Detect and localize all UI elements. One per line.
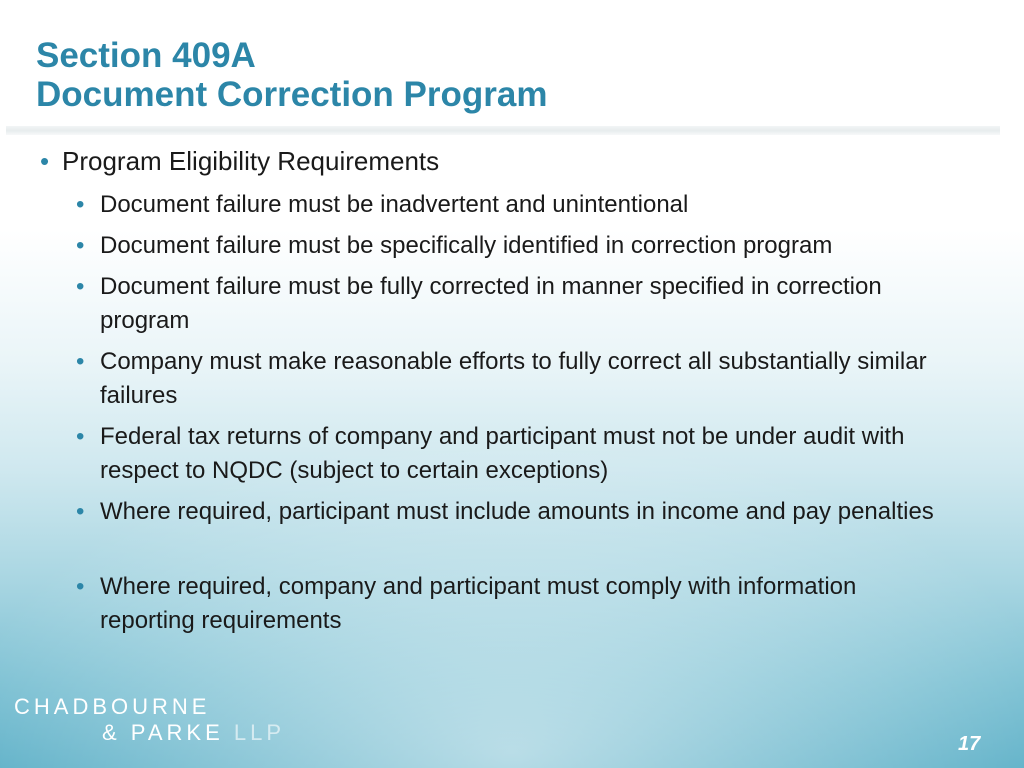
bullet-icon: • <box>76 232 85 259</box>
bullet-icon: • <box>76 498 85 525</box>
logo-line-2-text: & PARKE <box>102 720 224 745</box>
sub-bullet-text: Federal tax returns of company and participant must not be under audit with respect to NQDC (subject to certain exceptions) <box>100 423 905 484</box>
sub-bullet-text: Where required, participant must include amounts in income and pay penalties <box>100 498 934 525</box>
sub-bullet-4 <box>76 345 1000 413</box>
title-line-2: Document Correction Program <box>36 75 548 114</box>
bullet-icon: • <box>40 146 50 176</box>
sub-bullet-5 <box>76 420 940 488</box>
sub-bullet-text: Document failure must be specifically identified in correction program <box>100 232 833 259</box>
sub-bullet-text: Document failure must be inadvertent and unintentional <box>100 191 689 218</box>
company-logo <box>14 694 285 746</box>
bullet-icon: • <box>76 273 85 300</box>
bullet-icon: • <box>76 348 85 375</box>
sub-bullet-6 <box>76 495 980 529</box>
logo-suffix: LLP <box>233 720 286 745</box>
bullet-icon: • <box>76 191 85 218</box>
bullet-icon: • <box>76 573 85 600</box>
sub-bullet-3 <box>76 270 920 338</box>
title-divider <box>6 126 1000 135</box>
sub-bullet-1 <box>76 188 1000 222</box>
main-bullet <box>40 144 440 178</box>
slide-title <box>36 36 547 114</box>
bullet-icon: • <box>76 423 85 450</box>
sub-bullet-7 <box>76 570 900 638</box>
title-line-1: Section 409A <box>36 36 256 75</box>
logo-line-2 <box>14 720 285 746</box>
main-bullet-text: Program Eligibility Requirements <box>62 146 440 176</box>
sub-bullet-text: Where required, company and participant must comply with information reporting requirements <box>100 573 857 634</box>
sub-bullet-text: Company must make reasonable efforts to fully correct all substantially similar failures <box>100 348 927 409</box>
sub-bullet-2 <box>76 229 1000 263</box>
logo-line-1: CHADBOURNE <box>14 694 211 719</box>
sub-bullet-text: Document failure must be fully corrected in manner specified in correction program <box>100 273 882 334</box>
page-number: 17 <box>958 733 981 755</box>
